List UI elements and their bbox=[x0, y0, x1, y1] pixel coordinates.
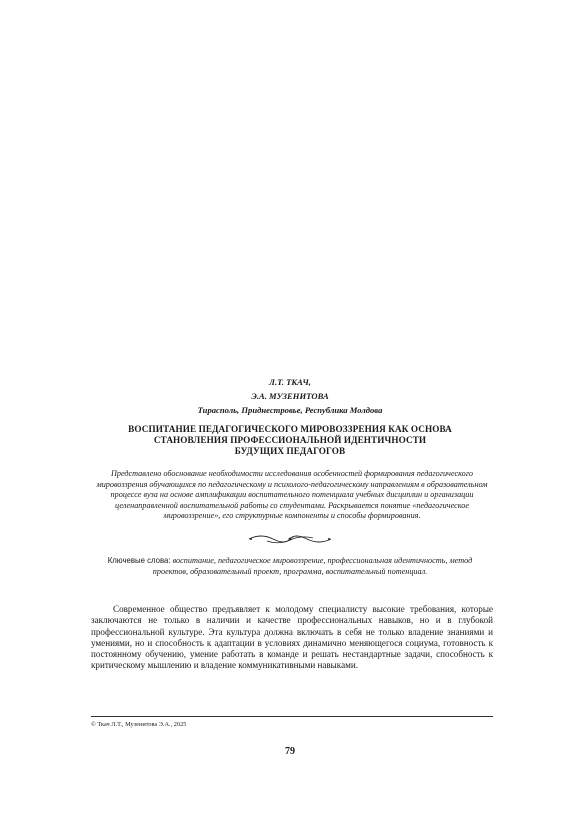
author-name-2: Э.А. МУЗЕНИТОВА bbox=[251, 391, 329, 401]
abstract-text: Представлено обоснование необходимости исследования особенностей формирования педагогического мировоззрения обучающихся по педагогическому и психолого-педагогическому направлениям в образовательном процессе вуза на основе амплификации воспитательного потенциала учебных дисциплин и организации целенаправленной воспитательной работы со студентами. Раскрывается понятие «педагогическое мировоззрение», его структурные компоненты и способы формирования. bbox=[96, 469, 488, 521]
paper-title-line-3: БУДУЩИХ ПЕДАГОГОВ bbox=[234, 446, 346, 456]
author-affiliation: Тирасполь, Приднестровье, Республика Молдова bbox=[197, 405, 383, 415]
author-name-1: Л.Т. ТКАЧ, bbox=[269, 377, 311, 387]
body-paragraph: Современное общество предъявляет к молодому специалисту высокие требования, которые заключаются не только в наличии и качестве профессиональных навыков, но и в глубокой профессиональной культуре. Эта культура должна включать в себя не только владение знаниями и умениями, но и способность к адаптации в условиях динамично меняющегося социума, готовность к постоянному обучению, умение работать в команде и решать нестандартные задачи, способность к критическому мышлению и владение коммуникативными навыками. bbox=[91, 604, 493, 671]
page-number: 79 bbox=[285, 746, 295, 757]
paper-title-line-1: ВОСПИТАНИЕ ПЕДАГОГИЧЕСКОГО МИРОВОЗЗРЕНИЯ КАК ОСНОВА bbox=[128, 424, 452, 434]
keywords-text: воспитание, педагогическое мировоззрение, профессиональная идентичность, метод проектов, образовательный проект, программа, воспитательный потенциал. bbox=[152, 556, 473, 576]
paper-title-line-2: СТАНОВЛЕНИЯ ПРОФЕССИОНАЛЬНОЙ ИДЕНТИЧНОСТИ bbox=[153, 435, 427, 445]
keywords-label: Ключевые слова: bbox=[107, 556, 171, 565]
keywords bbox=[104, 556, 476, 577]
copyright-notice: © Ткач Л.Т., Музенитова Э.А., 2025 bbox=[91, 721, 187, 728]
footnote-rule bbox=[91, 716, 493, 717]
ornament-divider-icon bbox=[247, 533, 333, 545]
